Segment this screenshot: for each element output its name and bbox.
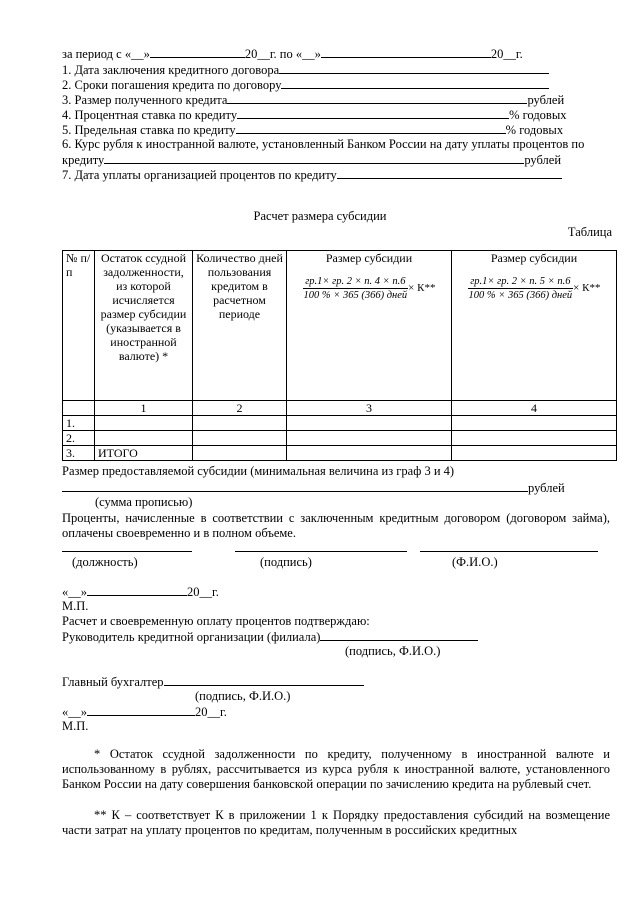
cell: 4 [452, 401, 617, 416]
cell [95, 431, 193, 446]
chief-accountant-caption: (подпись, Ф.И.О.) [195, 689, 291, 703]
cell [287, 431, 452, 446]
blank [337, 167, 562, 179]
blank [237, 107, 509, 119]
amount-words-caption: (сумма прописью) [95, 495, 193, 509]
fraction: $\frac{гр.1\times гр. 2 \times п. 4 \times п.6}{\text{100 \% × 365 (366) дней}}$ [303, 276, 408, 301]
subsidy-size-line: Размер предоставляемой субсидии (минимальная величина из граф 3 и 4) [62, 464, 455, 478]
cell: 1. [63, 416, 95, 431]
col-subsidy-1-header: Размер субсидии $\frac{гр.1\times гр. 2 \times п. 4 \times п.6}{\text{100 \% × 365 (366) дней}}$ × К** [287, 251, 452, 401]
blank [87, 704, 195, 716]
cell [287, 446, 452, 461]
item-7: 7. Дата уплаты организацией процентов по кредиту [62, 167, 562, 183]
cell [452, 446, 617, 461]
item-4: 4. Процентная ставка по кредиту % годовых [62, 108, 567, 122]
cell [193, 431, 287, 446]
formula-1: $\frac{гр.1\times гр. 2 \times п. 4 \times п.6}{\text{100 \% × 365 (366) дней}}$ × К** [303, 276, 436, 301]
column-number-row [63, 401, 617, 416]
cell [193, 446, 287, 461]
blank [104, 152, 524, 164]
blank [320, 629, 478, 641]
blank [227, 92, 527, 104]
blank [87, 584, 187, 596]
stamp-place-1: М.П. [62, 599, 89, 613]
blank [62, 480, 528, 492]
cell [452, 431, 617, 446]
col-days-header: Количество дней пользования кредитом в расчетном периоде [193, 251, 287, 401]
col-balance-header: Остаток ссудной задолженности, из которой исчисляется размер субсидии (указывается в иностранной валюте) * [95, 251, 193, 401]
cell [95, 416, 193, 431]
position-caption: (должность) [72, 555, 138, 569]
stamp-place-2: М.П. [62, 719, 89, 733]
cell: 3 [287, 401, 452, 416]
cell: 2 [193, 401, 287, 416]
cell [63, 401, 95, 416]
table-row [63, 431, 617, 446]
signature-lines [62, 540, 192, 556]
blank [321, 46, 491, 58]
item-6: 6. Курс рубля к иностранной валюте, установленный Банком России на дату уплаты процентов по [62, 137, 585, 151]
table-label: Таблица [567, 225, 612, 239]
fraction: $\frac{гр.1\times гр. 2 \times п. 5 \times п.6}{\text{100 \% × 365 (366) дней}}$ [468, 276, 573, 301]
cell: 1 [95, 401, 193, 416]
blank [281, 77, 549, 89]
cell [193, 416, 287, 431]
fio-caption: (Ф.И.О.) [452, 555, 498, 569]
date-line-2: «__» 20__г. [62, 705, 227, 719]
bank-head-caption: (подпись, Ф.И.О.) [345, 644, 441, 658]
date-line-1: «__» 20__г. [62, 585, 219, 599]
col-subsidy-2-header: Размер субсидии $\frac{гр.1\times гр. 2 \times п. 5 \times п.6}{\text{100 \% × 365 (366) дней}}$ × К** [452, 251, 617, 401]
item-3: 3. Размер полученного кредита рублей [62, 93, 565, 107]
cell [452, 416, 617, 431]
chief-accountant-line: Главный бухгалтер [62, 674, 364, 690]
table-header-row [63, 251, 617, 401]
footnote-2: ** К – соответствует К в приложении 1 к Порядку предоставления субсидий на возмещение части затрат на уплату процентов по кредитам, полученным в российских кредитных [62, 808, 610, 837]
col-number-header: № п/п [63, 251, 95, 401]
confirm-line: Расчет и своевременную оплату процентов подтверждаю: [62, 614, 370, 628]
item-5: 5. Предельная ставка по кредиту % годовых [62, 123, 564, 137]
cell [287, 416, 452, 431]
cell: ИТОГО [95, 446, 193, 461]
blank [236, 122, 506, 134]
blank [150, 46, 245, 58]
fio-blank [420, 540, 598, 556]
cell: 3. [63, 446, 95, 461]
amount-line: рублей [62, 480, 565, 496]
footnote-1: * Остаток ссудной задолженности по кредиту, полученному в иностранной валюте и использованному в рублях, рассчитывается из курса рубля к иностранной валюте, установленного Банком России на дату совершения банковской операции по зачислению кредита на рублевый счет. [62, 747, 610, 791]
blank [62, 540, 192, 552]
item-2: 2. Сроки погашения кредита по договору [62, 77, 549, 93]
item-6b: кредиту рублей [62, 153, 562, 167]
blank [279, 62, 549, 74]
period-line: за период с «__» 20__г. по «__» 20__г. [62, 47, 523, 61]
signature-blank [235, 540, 407, 556]
blank [420, 540, 598, 552]
calc-title: Расчет размера субсидии [253, 209, 387, 223]
cell: 2. [63, 431, 95, 446]
table-row [63, 416, 617, 431]
bank-head-line: Руководитель кредитной организации (филиала) [62, 629, 478, 645]
signature-caption: (подпись) [260, 555, 312, 569]
formula-2: $\frac{гр.1\times гр. 2 \times п. 5 \times п.6}{\text{100 \% × 365 (366) дней}}$ × К** [468, 276, 601, 301]
blank [235, 540, 407, 552]
total-row [63, 446, 617, 461]
percent-paragraph: Проценты, начисленные в соответствии с заключенным кредитным договором (договором займа), оплачены своевременно и в полном объеме. [62, 511, 610, 540]
subsidy-table [62, 250, 617, 461]
item-1: 1. Дата заключения кредитного договора [62, 62, 549, 78]
blank [164, 674, 364, 686]
